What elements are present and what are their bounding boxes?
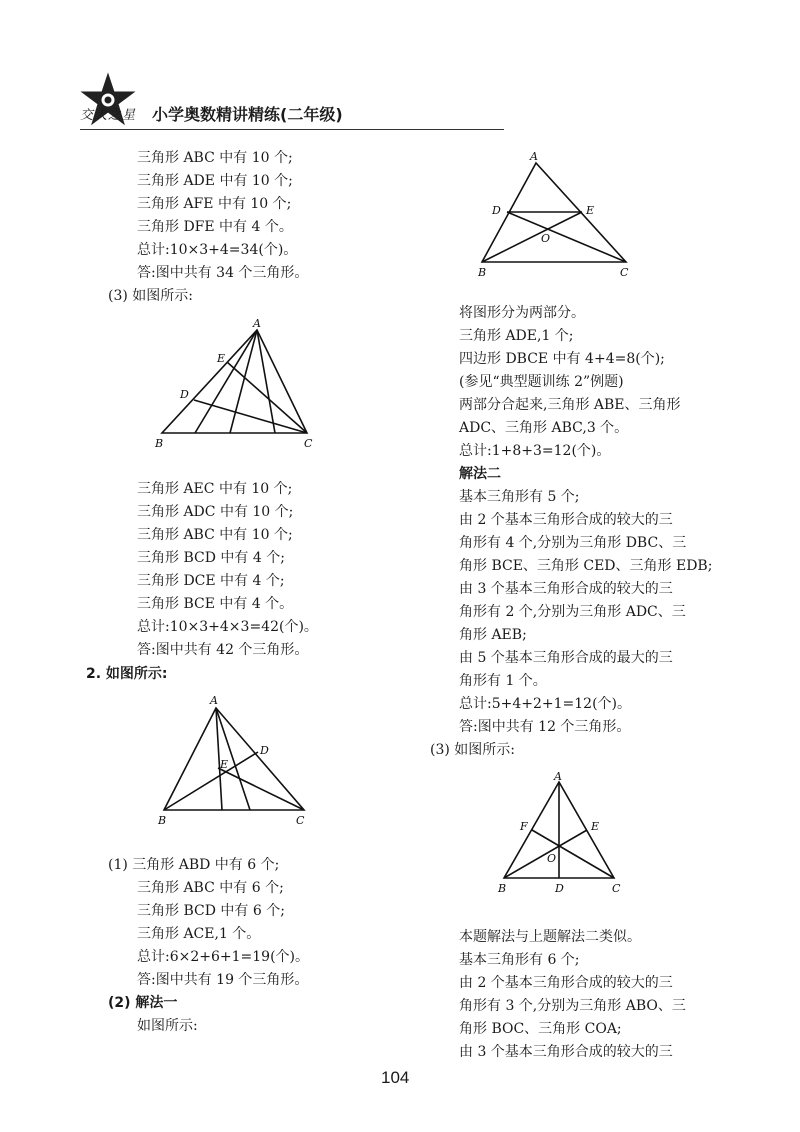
vertex-label-d: D bbox=[492, 204, 501, 217]
vertex-label-a: A bbox=[210, 694, 218, 707]
vertex-label-c: C bbox=[612, 882, 621, 895]
text-line: 角形有 1 个。 bbox=[459, 673, 547, 689]
vertex-label-e: E bbox=[220, 758, 229, 771]
section-heading: 解法二 bbox=[459, 466, 501, 482]
text-line: 三角形 ABC 中有 6 个; bbox=[137, 880, 284, 896]
text-line: 三角形 AEC 中有 10 个; bbox=[137, 481, 293, 497]
vertex-label-d: D bbox=[260, 744, 269, 757]
figure-triangle-abd bbox=[150, 692, 320, 832]
text-line: 四边形 DBCE 中有 4+4=8(个); bbox=[459, 351, 665, 367]
book-title: 小学奥数精讲精练(二年级) bbox=[152, 105, 343, 124]
text-line: 将图形分为两部分。 bbox=[459, 305, 585, 321]
text-line: 三角形 AFE 中有 10 个; bbox=[137, 196, 292, 212]
text-line: 三角形 DFE 中有 4 个。 bbox=[137, 219, 293, 235]
vertex-label-f: F bbox=[520, 820, 528, 833]
text-line: 答:图中共有 12 个三角形。 bbox=[459, 719, 631, 735]
section-heading: (2) 解法一 bbox=[108, 995, 178, 1011]
text-line: 三角形 DCE 中有 4 个; bbox=[137, 573, 285, 589]
text-line: (参见“典型题训练 2”例题) bbox=[459, 374, 624, 390]
vertex-label-d: D bbox=[180, 388, 189, 401]
text-line: 基本三角形有 6 个; bbox=[459, 952, 580, 968]
text-line: 基本三角形有 5 个; bbox=[459, 489, 580, 505]
text-line: 两部分合起来,三角形 ABE、三角形 bbox=[459, 397, 681, 413]
figure-triangle-ade-split bbox=[470, 148, 640, 283]
vertex-label-a: A bbox=[554, 770, 562, 783]
text-line: 由 3 个基本三角形合成的较大的三 bbox=[459, 581, 673, 597]
text-line: (3) 如图所示: bbox=[430, 742, 515, 758]
text-line: 答:图中共有 42 个三角形。 bbox=[137, 642, 309, 658]
vertex-label-b: B bbox=[158, 814, 167, 827]
text-line: 三角形 ABC 中有 10 个; bbox=[137, 150, 293, 166]
figure-triangle-aec bbox=[150, 312, 330, 452]
text-line: 本题解法与上题解法二类似。 bbox=[459, 929, 641, 945]
vertex-label-a: A bbox=[530, 150, 538, 163]
vertex-label-e: E bbox=[217, 352, 226, 365]
text-line: 角形 BOC、三角形 COA; bbox=[459, 1021, 622, 1037]
text-line: 由 2 个基本三角形合成的较大的三 bbox=[459, 512, 673, 528]
text-line: 角形 BCE、三角形 CED、三角形 EDB; bbox=[459, 558, 713, 574]
text-line: 由 3 个基本三角形合成的较大的三 bbox=[459, 1044, 673, 1060]
text-line: 角形有 2 个,分别为三角形 ADC、三 bbox=[459, 604, 686, 620]
vertex-label-c: C bbox=[296, 814, 305, 827]
text-line: 如图所示: bbox=[137, 1018, 198, 1034]
text-line: 三角形 BCD 中有 4 个; bbox=[137, 550, 285, 566]
vertex-label-c: C bbox=[620, 266, 629, 279]
text-line: 三角形 ACE,1 个。 bbox=[137, 926, 261, 942]
text-line: 答:图中共有 34 个三角形。 bbox=[137, 265, 309, 281]
vertex-label-e: E bbox=[591, 820, 600, 833]
text-line: 答:图中共有 19 个三角形。 bbox=[137, 972, 309, 988]
text-line: 角形 AEB; bbox=[459, 627, 527, 643]
text-line: 三角形 BCD 中有 6 个; bbox=[137, 903, 285, 919]
page-number: 104 bbox=[381, 1068, 410, 1087]
text-line: 总计:5+4+2+1=12(个)。 bbox=[459, 696, 632, 712]
text-line: 由 2 个基本三角形合成的较大的三 bbox=[459, 975, 673, 991]
vertex-label-b: B bbox=[155, 437, 164, 450]
brand-name: 交大之星 bbox=[80, 108, 137, 123]
vertex-label-d: D bbox=[555, 882, 564, 895]
text-line: 总计:10×3+4×3=42(个)。 bbox=[137, 619, 318, 635]
text-line: 角形有 3 个,分别为三角形 ABO、三 bbox=[459, 998, 686, 1014]
figure-triangle-medians bbox=[492, 770, 632, 900]
text-line: 三角形 ADE 中有 10 个; bbox=[137, 173, 293, 189]
text-line: 总计:10×3+4=34(个)。 bbox=[137, 242, 298, 258]
text-line: (1) 三角形 ABD 中有 6 个; bbox=[108, 857, 280, 873]
vertex-label-b: B bbox=[478, 266, 487, 279]
vertex-label-a: A bbox=[253, 317, 261, 330]
text-line: 三角形 ABC 中有 10 个; bbox=[137, 527, 293, 543]
vertex-label-o: O bbox=[547, 852, 557, 865]
vertex-label-o: O bbox=[541, 232, 551, 245]
text-line: 由 5 个基本三角形合成的最大的三 bbox=[459, 650, 673, 666]
text-line: 总计:6×2+6+1=19(个)。 bbox=[137, 949, 310, 965]
text-line: 三角形 ADC 中有 10 个; bbox=[137, 504, 294, 520]
vertex-label-c: C bbox=[304, 437, 313, 450]
text-line: 总计:1+8+3=12(个)。 bbox=[459, 443, 611, 459]
text-line: 三角形 ADE,1 个; bbox=[459, 328, 574, 344]
vertex-label-b: B bbox=[498, 882, 507, 895]
section-heading: 2. 如图所示: bbox=[86, 666, 168, 682]
vertex-label-e: E bbox=[586, 204, 595, 217]
text-line: ADC、三角形 ABC,3 个。 bbox=[459, 420, 629, 436]
text-line: 角形有 4 个,分别为三角形 DBC、三 bbox=[459, 535, 687, 551]
text-line: (3) 如图所示: bbox=[108, 288, 193, 304]
header-divider bbox=[80, 129, 504, 130]
text-line: 三角形 BCE 中有 4 个。 bbox=[137, 596, 294, 612]
